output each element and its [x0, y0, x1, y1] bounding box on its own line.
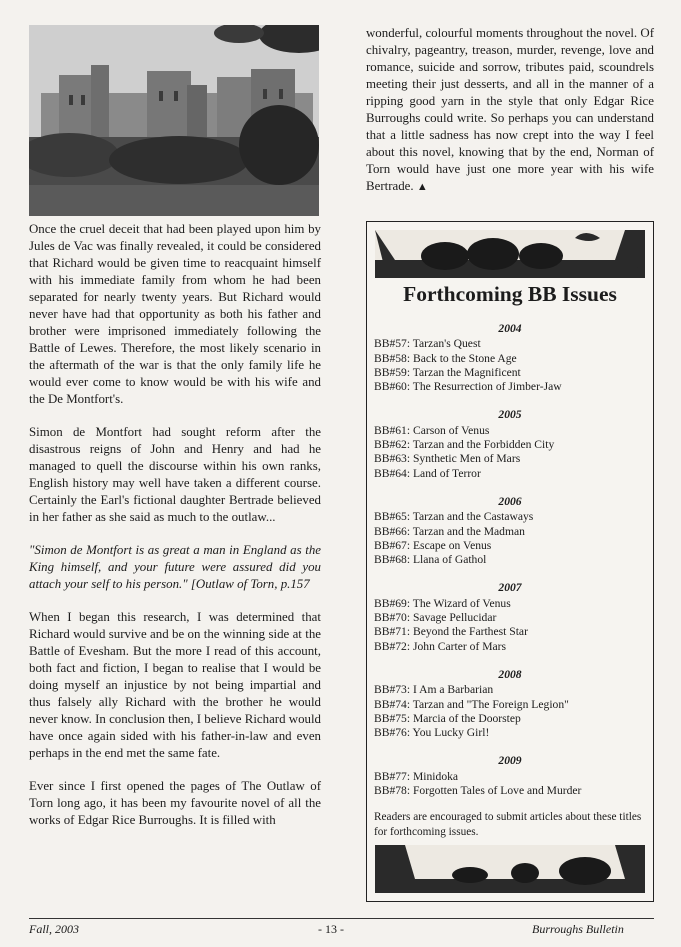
issue-item: BB#58: Back to the Stone Age: [374, 351, 517, 365]
jungle-illustration-top: [375, 230, 645, 278]
jungle-illustration-bottom: [375, 845, 645, 893]
year-heading: 2009: [498, 754, 522, 768]
issue-item: BB#78: Forgotten Tales of Love and Murder: [374, 784, 582, 798]
left-paragraph-2: Simon de Montfort had sought reform after the disastrous reigns of John and Henry and had he managed to quell the discourse within his own ranks, English history may well have taken a different course. Certainly the Earl's fictional daughter Bertrade believed in her father as she said as much to the outlaw...: [29, 425, 321, 524]
footer-issue-date: Fall, 2003: [29, 922, 79, 936]
left-paragraph-3: When I began this research, I was determined that Richard would survive and be on the winning side at the Battle of Evesham. But the more I read of this account, both fact and fiction, I began to realise that I would be doing myself an injustice by not being impartial and thus falsely ally Richard with the brother he would never know. In conclusion then, I believe Richard would have once again sided with his father-in-law and even perhaps in the end met the same fate.: [29, 610, 321, 760]
quote-text: "Simon de Montfort is as great a man in England as the King himself, and your future were assured did you attach your self to his person.": [29, 543, 321, 591]
year-heading: 2005: [498, 408, 522, 422]
left-paragraph-4: Ever since I first opened the pages of The Outlaw of Torn long ago, it has been my favourite novel of all the works of Edgar Rice Burroughs. It is filled with: [29, 779, 321, 827]
issue-item: BB#67: Escape on Venus: [374, 538, 492, 552]
issue-item: BB#68: Llana of Gathol: [374, 553, 487, 567]
issue-item: BB#75: Marcia of the Doorstep: [374, 711, 521, 725]
footer-publication: Burroughs Bulletin: [532, 922, 624, 936]
year-heading: 2006: [498, 494, 522, 508]
right-column-text: [366, 25, 654, 196]
issue-item: BB#77: Minidoka: [374, 769, 459, 783]
year-group-2008: [374, 668, 646, 740]
issue-item: BB#69: The Wizard of Venus: [374, 596, 511, 610]
issue-item: BB#65: Tarzan and the Castaways: [374, 510, 534, 524]
quote-source: [Outlaw of Torn, p.157: [190, 577, 310, 591]
year-group-2006: [374, 495, 646, 567]
year-group-2004: [374, 322, 646, 394]
issue-item: BB#64: Land of Terror: [374, 466, 481, 480]
year-group-2005: [374, 408, 646, 480]
right-paragraph: wonderful, colourful moments throughout the novel. Of chivalry, pageantry, treason, murder, revenge, love and romance, suicide and sorrow, tributes paid, scoundrels meeting their just desserts, and all in the manner of a ripping good yarn in the style that only Edgar Rice Burroughs could write. So perhaps you can understand that a little sadness has now crept into the way I feel about this novel, knowing that by the end, Norman of Torn would have just one more year with his wife Bertrade. ▲: [366, 26, 654, 193]
issue-item: BB#71: Beyond the Farthest Star: [374, 625, 528, 639]
box-title: Forthcoming BB Issues: [403, 282, 617, 306]
year-heading: 2004: [498, 322, 522, 335]
issue-item: BB#62: Tarzan and the Forbidden City: [374, 438, 555, 452]
end-mark-icon: ▲: [416, 181, 428, 193]
submission-note: Readers are encouraged to submit articles about these titles for forthcoming issues.: [374, 811, 642, 838]
page-number: - 13 -: [318, 922, 344, 936]
left-paragraph-1: Once the cruel deceit that had been played upon him by Jules de Vac was finally revealed, it could be considered that Richard would be given time to reacquaint himself with his immediate family from whom he had been separated for nearly twenty years. But Richard would never have had that opportunity as both his father and brother were imprisoned immediately following the Battle of Lewes. Therefore, the most likely scenario in the aftermath of the war is that the only family life he would ever come to know would be with his wife and the De Montfort's.: [29, 222, 321, 406]
block-quote: [29, 542, 321, 593]
issue-item: BB#70: Savage Pellucidar: [374, 611, 497, 625]
left-column: [29, 221, 321, 829]
issue-item: BB#57: Tarzan's Quest: [374, 337, 481, 351]
forthcoming-issues-box: [366, 221, 654, 902]
issue-item: BB#61: Carson of Venus: [374, 423, 490, 437]
issue-item: BB#63: Synthetic Men of Mars: [374, 452, 521, 466]
issue-item: BB#60: The Resurrection of Jimber-Jaw: [374, 380, 562, 394]
year-group-2007: [374, 581, 646, 653]
year-heading: 2008: [498, 667, 522, 681]
year-heading: 2007: [498, 581, 522, 595]
year-group-2009: [374, 754, 646, 798]
issue-item: BB#73: I Am a Barbarian: [374, 683, 494, 697]
issue-item: BB#72: John Carter of Mars: [374, 639, 507, 653]
castle-photo: [29, 25, 319, 216]
issue-item: BB#59: Tarzan the Magnificent: [374, 365, 521, 379]
footer-rule: [29, 918, 654, 919]
issue-item: BB#76: You Lucky Girl!: [374, 726, 490, 740]
issues-list: [374, 322, 646, 812]
issue-item: BB#74: Tarzan and "The Foreign Legion": [374, 697, 569, 711]
issue-item: BB#66: Tarzan and the Madman: [374, 524, 525, 538]
